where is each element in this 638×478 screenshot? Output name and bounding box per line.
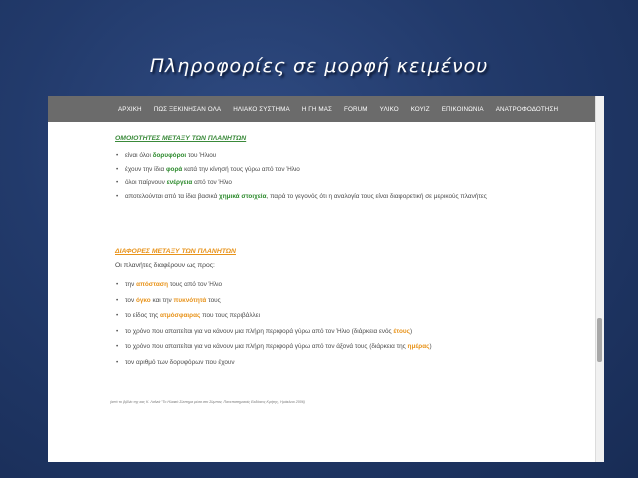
- website-screenshot: [48, 96, 604, 462]
- nav-item-how-it-began[interactable]: ΠΩΣ ΞΕΚΙΝΗΣΑΝ ΟΛΑ: [153, 105, 222, 113]
- list-item: • το χρόνο που απαιτείται για να κάνουν μια πλήρη περιφορά γύρω από τον Ήλιο (διάρκεια ενός έτους): [115, 328, 432, 335]
- list-item: • το χρόνο που απαιτείται για να κάνουν μια πλήρη περιφορά γύρω από τον άξονά τους (διάρκεια της ημέρας): [115, 343, 432, 350]
- differences-list: [115, 281, 432, 366]
- list-item: • τον αριθμό των δορυφόρων που έχουν: [115, 359, 432, 366]
- top-navigation: [48, 96, 596, 122]
- nav-item-feedback[interactable]: ΑΝΑΤΡΟΦΟΔΟΤΗΣΗ: [495, 105, 559, 113]
- nav-item-our-earth[interactable]: Η ΓΗ ΜΑΣ: [301, 105, 333, 113]
- source-footnote: (από το βιβλίο της κας Κ. Λαϊνιά "Το Ηλιακό Σύστημα μέσα στο Σύμπαν, Πανεπιστημιακές Εκδόσεις Κρήτης, Ηράκλειο 2006): [110, 400, 305, 404]
- list-item: • έχουν την ίδια φορά κατά την κίνησή τους γύρω από τον Ήλιο: [115, 166, 487, 173]
- differences-heading: ΔΙΑΦΟΡΕΣ ΜΕΤΑΞΥ ΤΩΝ ΠΛΑΝΗΤΩΝ: [115, 248, 236, 255]
- list-item: • το είδος της ατμόσφαιρας που τους περιβάλλει: [115, 312, 432, 319]
- nav-item-quiz[interactable]: ΚΟΥΙΖ: [410, 105, 430, 113]
- similarities-heading: ΟΜΟΙΟΤΗΤΕΣ ΜΕΤΑΞΥ ΤΩΝ ΠΛΑΝΗΤΩΝ: [115, 135, 247, 142]
- list-item: • την απόσταση τους από τον Ήλιο: [115, 281, 432, 288]
- slide-title: Πληροφορίες σε μορφή κειμένου: [149, 55, 489, 77]
- list-item: • όλοι παίρνουν ενέργεια από τον Ήλιο: [115, 179, 487, 186]
- nav-item-forum[interactable]: FORUM: [344, 105, 368, 113]
- nav-item-home[interactable]: ΑΡΧΙΚΗ: [118, 105, 142, 113]
- similarities-list: [115, 152, 487, 200]
- nav-item-material[interactable]: ΥΛΙΚΟ: [379, 105, 399, 113]
- nav-item-solar-system[interactable]: ΗΛΙΑΚΟ ΣΥΣΤΗΜΑ: [233, 105, 290, 113]
- vertical-scrollbar[interactable]: [595, 96, 604, 462]
- list-item: • τον όγκο και την πυκνότητά τους: [115, 297, 432, 304]
- differences-intro: Οι πλανήτες διαφέρουν ως προς:: [115, 262, 215, 269]
- page-content: [48, 122, 596, 462]
- nav-item-contact[interactable]: ΕΠΙΚΟΙΝΩΝΙΑ: [441, 105, 484, 113]
- list-item: • αποτελούνται από τα ίδια βασικά χημικά στοιχεία, παρά το γεγονός ότι η αναλογία τους είναι διαφορετική σε μερικούς πλανήτες: [115, 193, 487, 200]
- scrollbar-thumb[interactable]: [597, 318, 602, 362]
- list-item: • είναι όλοι δορυφόροι του Ήλιου: [115, 152, 487, 159]
